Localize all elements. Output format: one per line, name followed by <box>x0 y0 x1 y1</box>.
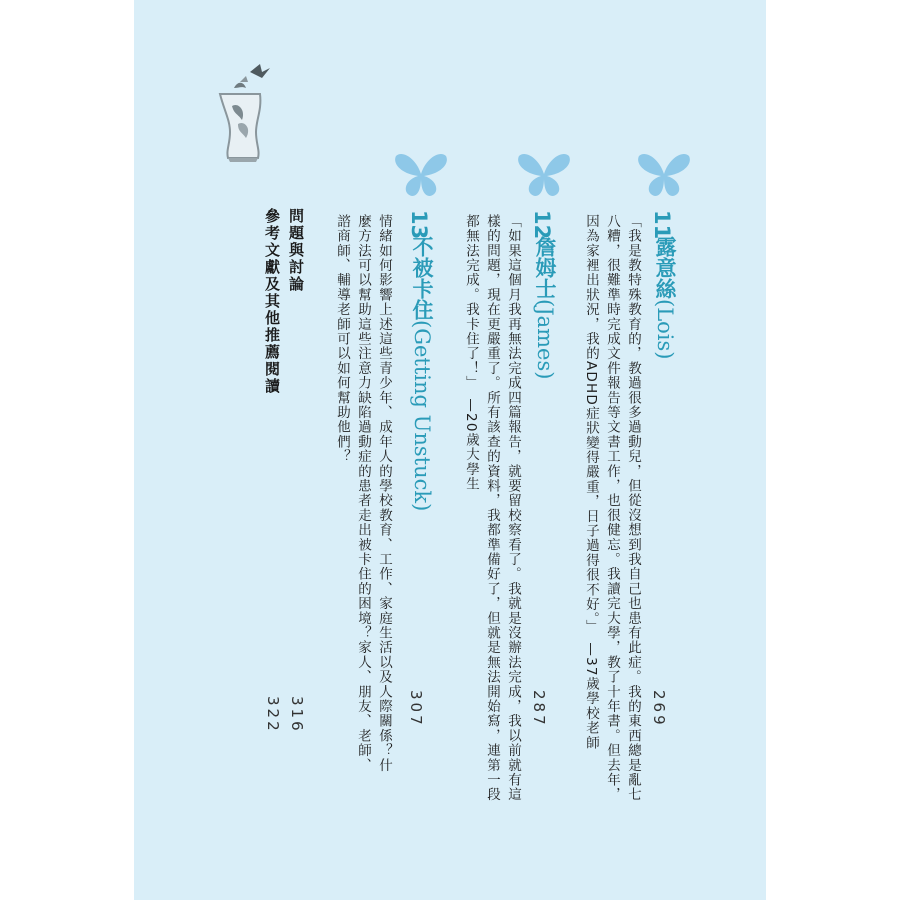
butterfly-icon <box>637 152 691 198</box>
chapter-title: 露意絲(Lois) <box>653 236 677 360</box>
chapter-quote: 「如果這個月我再無法完成四篇報告，就要留校察看了。我就是沒辦法完成，我以前就有這樣的問題，現在更嚴重了。所有該查的資料，我都準備好了，但就是無法開始寫，連第一段都無法完成。我卡住了！」 —20歲大學生 <box>463 214 521 802</box>
glass-with-birds-icon <box>212 58 282 166</box>
chapter-number: 12 <box>530 210 554 240</box>
chapter-number: 11 <box>650 210 674 240</box>
chapter-quote: 「我是教特殊教育的，教過很多過動兒，但從沒想到我自己也患有此症。我的東西總是亂七八糟，很難準時完成文件報告等文書工作，也很健忘。我讀完大學，教了十年書。但去年，因為家裡出狀況，我的ADHD症狀變得嚴重，日子過得很不好。」 —37歲學校老師 <box>583 214 641 802</box>
chapter-title: 詹姆士(James) <box>533 236 557 380</box>
page-number: 307 <box>407 690 425 728</box>
chapter-number: 13 <box>407 210 431 240</box>
butterfly-icon <box>394 152 448 198</box>
book-page <box>134 0 766 900</box>
page-number: 269 <box>650 690 668 728</box>
section-title: 問題與討論 <box>287 208 305 293</box>
butterfly-icon <box>517 152 571 198</box>
chapter-title: 不被卡住(Getting Unstuck) <box>410 236 434 512</box>
section-title: 參考文獻及其他推薦閱讀 <box>263 208 281 395</box>
page-number: 316 <box>288 696 306 734</box>
page-number: 287 <box>530 690 548 728</box>
chapter-intro: 情緒如何影響上述這些青少年、成年人的學校教育、工作、家庭生活以及人際關係？什麼方法可以幫助這些注意力缺陷過動症的患者走出被卡住的困境？家人、朋友、老師、諮商師、輔導老師可以如何幫助他們？ <box>334 214 392 773</box>
page-number: 322 <box>264 696 282 734</box>
